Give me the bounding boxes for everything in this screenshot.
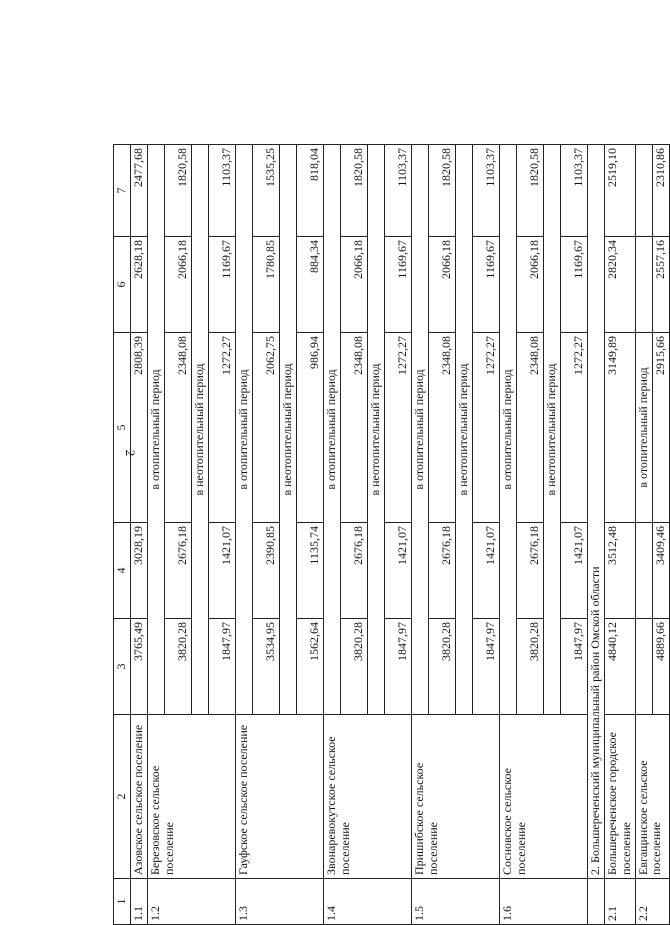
period-row — [635, 145, 652, 925]
row-name: Звонаревокутское сельское поселение — [324, 715, 412, 879]
row-name: Большереченское городское поселение — [605, 715, 636, 879]
period-label: в отопительный период — [236, 145, 253, 715]
period-label: в отопительный период — [500, 145, 517, 715]
value-cell: 1272,27 — [209, 333, 236, 523]
value-cell: 1272,27 — [385, 333, 412, 523]
header-cell: 7 — [114, 145, 131, 237]
value-cell: 1562,64 — [297, 619, 324, 715]
row-index: 1.6 — [500, 879, 588, 925]
header-cell: 5 — [114, 333, 131, 523]
row-name: Евгащинское сельское поселение — [635, 715, 669, 879]
period-label: в неотопительный период — [544, 145, 561, 715]
value-cell: 1169,67 — [209, 237, 236, 333]
value-cell: 2066,18 — [341, 237, 368, 333]
value-cell: 2348,08 — [429, 333, 456, 523]
period-label: в отопительный период — [324, 145, 341, 715]
value-cell: 1847,97 — [473, 619, 500, 715]
value-cell: 3149,89 — [605, 333, 636, 523]
section-row — [588, 145, 605, 925]
value-cell: 1847,97 — [209, 619, 236, 715]
value-cell: 1135,74 — [297, 523, 324, 619]
value-cell: 2676,18 — [429, 523, 456, 619]
value-cell: 1535,25 — [253, 145, 280, 237]
value-cell: 1103,37 — [385, 145, 412, 237]
value-cell: 1169,67 — [385, 237, 412, 333]
row-index: 1.4 — [324, 879, 412, 925]
value-cell: 986,94 — [297, 333, 324, 523]
value-cell: 1169,67 — [473, 237, 500, 333]
value-cell: 2062,75 — [253, 333, 280, 523]
value-cell: 818,04 — [297, 145, 324, 237]
value-cell: 1272,27 — [561, 333, 588, 523]
header-cell: 3 — [114, 619, 131, 715]
value-cell: 2310,86 — [652, 145, 669, 237]
period-label: в неотопительный период — [280, 145, 297, 715]
value-cell: 2477,68 — [131, 145, 148, 237]
period-row — [236, 145, 253, 925]
value-cell: 2066,18 — [517, 237, 544, 333]
value-cell: 2066,18 — [165, 237, 192, 333]
value-cell: 3534,95 — [253, 619, 280, 715]
header-cell: 4 — [114, 523, 131, 619]
section-title: 2. Большереченский муниципальный район Омской области — [588, 145, 605, 879]
value-cell: 3820,28 — [341, 619, 368, 715]
row-index: 1.1 — [131, 879, 148, 925]
value-cell: 2676,18 — [517, 523, 544, 619]
value-cell: 3765,49 — [131, 619, 148, 715]
period-label: в отопительный период — [635, 333, 652, 523]
period-row — [412, 145, 429, 925]
page-number: 2 — [123, 449, 138, 457]
value-cell: 3820,28 — [517, 619, 544, 715]
value-cell: 2628,18 — [131, 237, 148, 333]
value-cell: 4840,12 — [605, 619, 636, 715]
row-index: 2.1 — [605, 879, 636, 925]
value-cell: 2676,18 — [341, 523, 368, 619]
row-name: Азовское сельское поселение — [131, 715, 148, 879]
value-cell: 1421,07 — [473, 523, 500, 619]
value-cell: 884,34 — [297, 237, 324, 333]
table-row — [605, 145, 636, 925]
value-cell: 1103,37 — [473, 145, 500, 237]
header-cell: 6 — [114, 237, 131, 333]
header-cell: 2 — [114, 715, 131, 879]
row-name: Березовское сельское поселение — [148, 715, 236, 879]
value-cell: 1820,58 — [341, 145, 368, 237]
value-cell: 2820,34 — [605, 237, 636, 333]
value-cell: 2915,66 — [652, 333, 669, 523]
row-index: 1.5 — [412, 879, 500, 925]
value-cell: 3028,19 — [131, 523, 148, 619]
value-cell: 1103,37 — [209, 145, 236, 237]
value-cell: 1820,58 — [517, 145, 544, 237]
header-row — [114, 145, 131, 925]
section-index-blank — [588, 879, 605, 925]
period-row — [500, 145, 517, 925]
period-label: в неотопительный период — [192, 145, 209, 715]
header-cell: 1 — [114, 879, 131, 925]
value-cell: 2348,08 — [341, 333, 368, 523]
rotated-table-container — [113, 145, 667, 925]
value-cell: 3820,28 — [165, 619, 192, 715]
value-cell: 2519,10 — [605, 145, 636, 237]
value-cell: 1103,37 — [561, 145, 588, 237]
period-row — [324, 145, 341, 925]
period-label: в отопительный период — [412, 145, 429, 715]
value-cell: 1820,58 — [429, 145, 456, 237]
value-cell: 1272,27 — [473, 333, 500, 523]
period-label: в неотопительный период — [368, 145, 385, 715]
value-cell: 2066,18 — [429, 237, 456, 333]
row-index: 1.2 — [148, 879, 236, 925]
period-label: в отопительный период — [148, 145, 165, 715]
tariff-table — [113, 144, 670, 925]
table-row — [131, 145, 148, 925]
value-cell: 1847,97 — [561, 619, 588, 715]
value-cell: 3512,48 — [605, 523, 636, 619]
value-cell: 1421,07 — [385, 523, 412, 619]
row-name: Сосновское сельское поселение — [500, 715, 588, 879]
value-cell: 1169,67 — [561, 237, 588, 333]
row-index: 2.2 — [635, 879, 669, 925]
value-cell: 1780,85 — [253, 237, 280, 333]
row-index: 1.3 — [236, 879, 324, 925]
value-cell: 1820,58 — [165, 145, 192, 237]
blank-cell — [635, 237, 652, 333]
value-cell: 3820,28 — [429, 619, 456, 715]
blank-cell — [635, 523, 652, 619]
value-cell: 2348,08 — [517, 333, 544, 523]
value-cell: 2808,39 — [131, 333, 148, 523]
row-name: Пришибское сельское поселение — [412, 715, 500, 879]
period-row — [148, 145, 165, 925]
value-cell: 2676,18 — [165, 523, 192, 619]
value-cell: 2390,85 — [253, 523, 280, 619]
value-cell: 4889,66 — [652, 619, 669, 715]
value-cell: 2348,08 — [165, 333, 192, 523]
row-name: Гауфское сельское поселение — [236, 715, 324, 879]
value-cell: 2557,16 — [652, 237, 669, 333]
blank-cell — [635, 619, 652, 715]
blank-cell — [635, 145, 652, 237]
value-cell: 3409,46 — [652, 523, 669, 619]
value-cell: 1421,07 — [209, 523, 236, 619]
value-cell: 1421,07 — [561, 523, 588, 619]
period-label: в неотопительный период — [456, 145, 473, 715]
value-cell: 1847,97 — [385, 619, 412, 715]
